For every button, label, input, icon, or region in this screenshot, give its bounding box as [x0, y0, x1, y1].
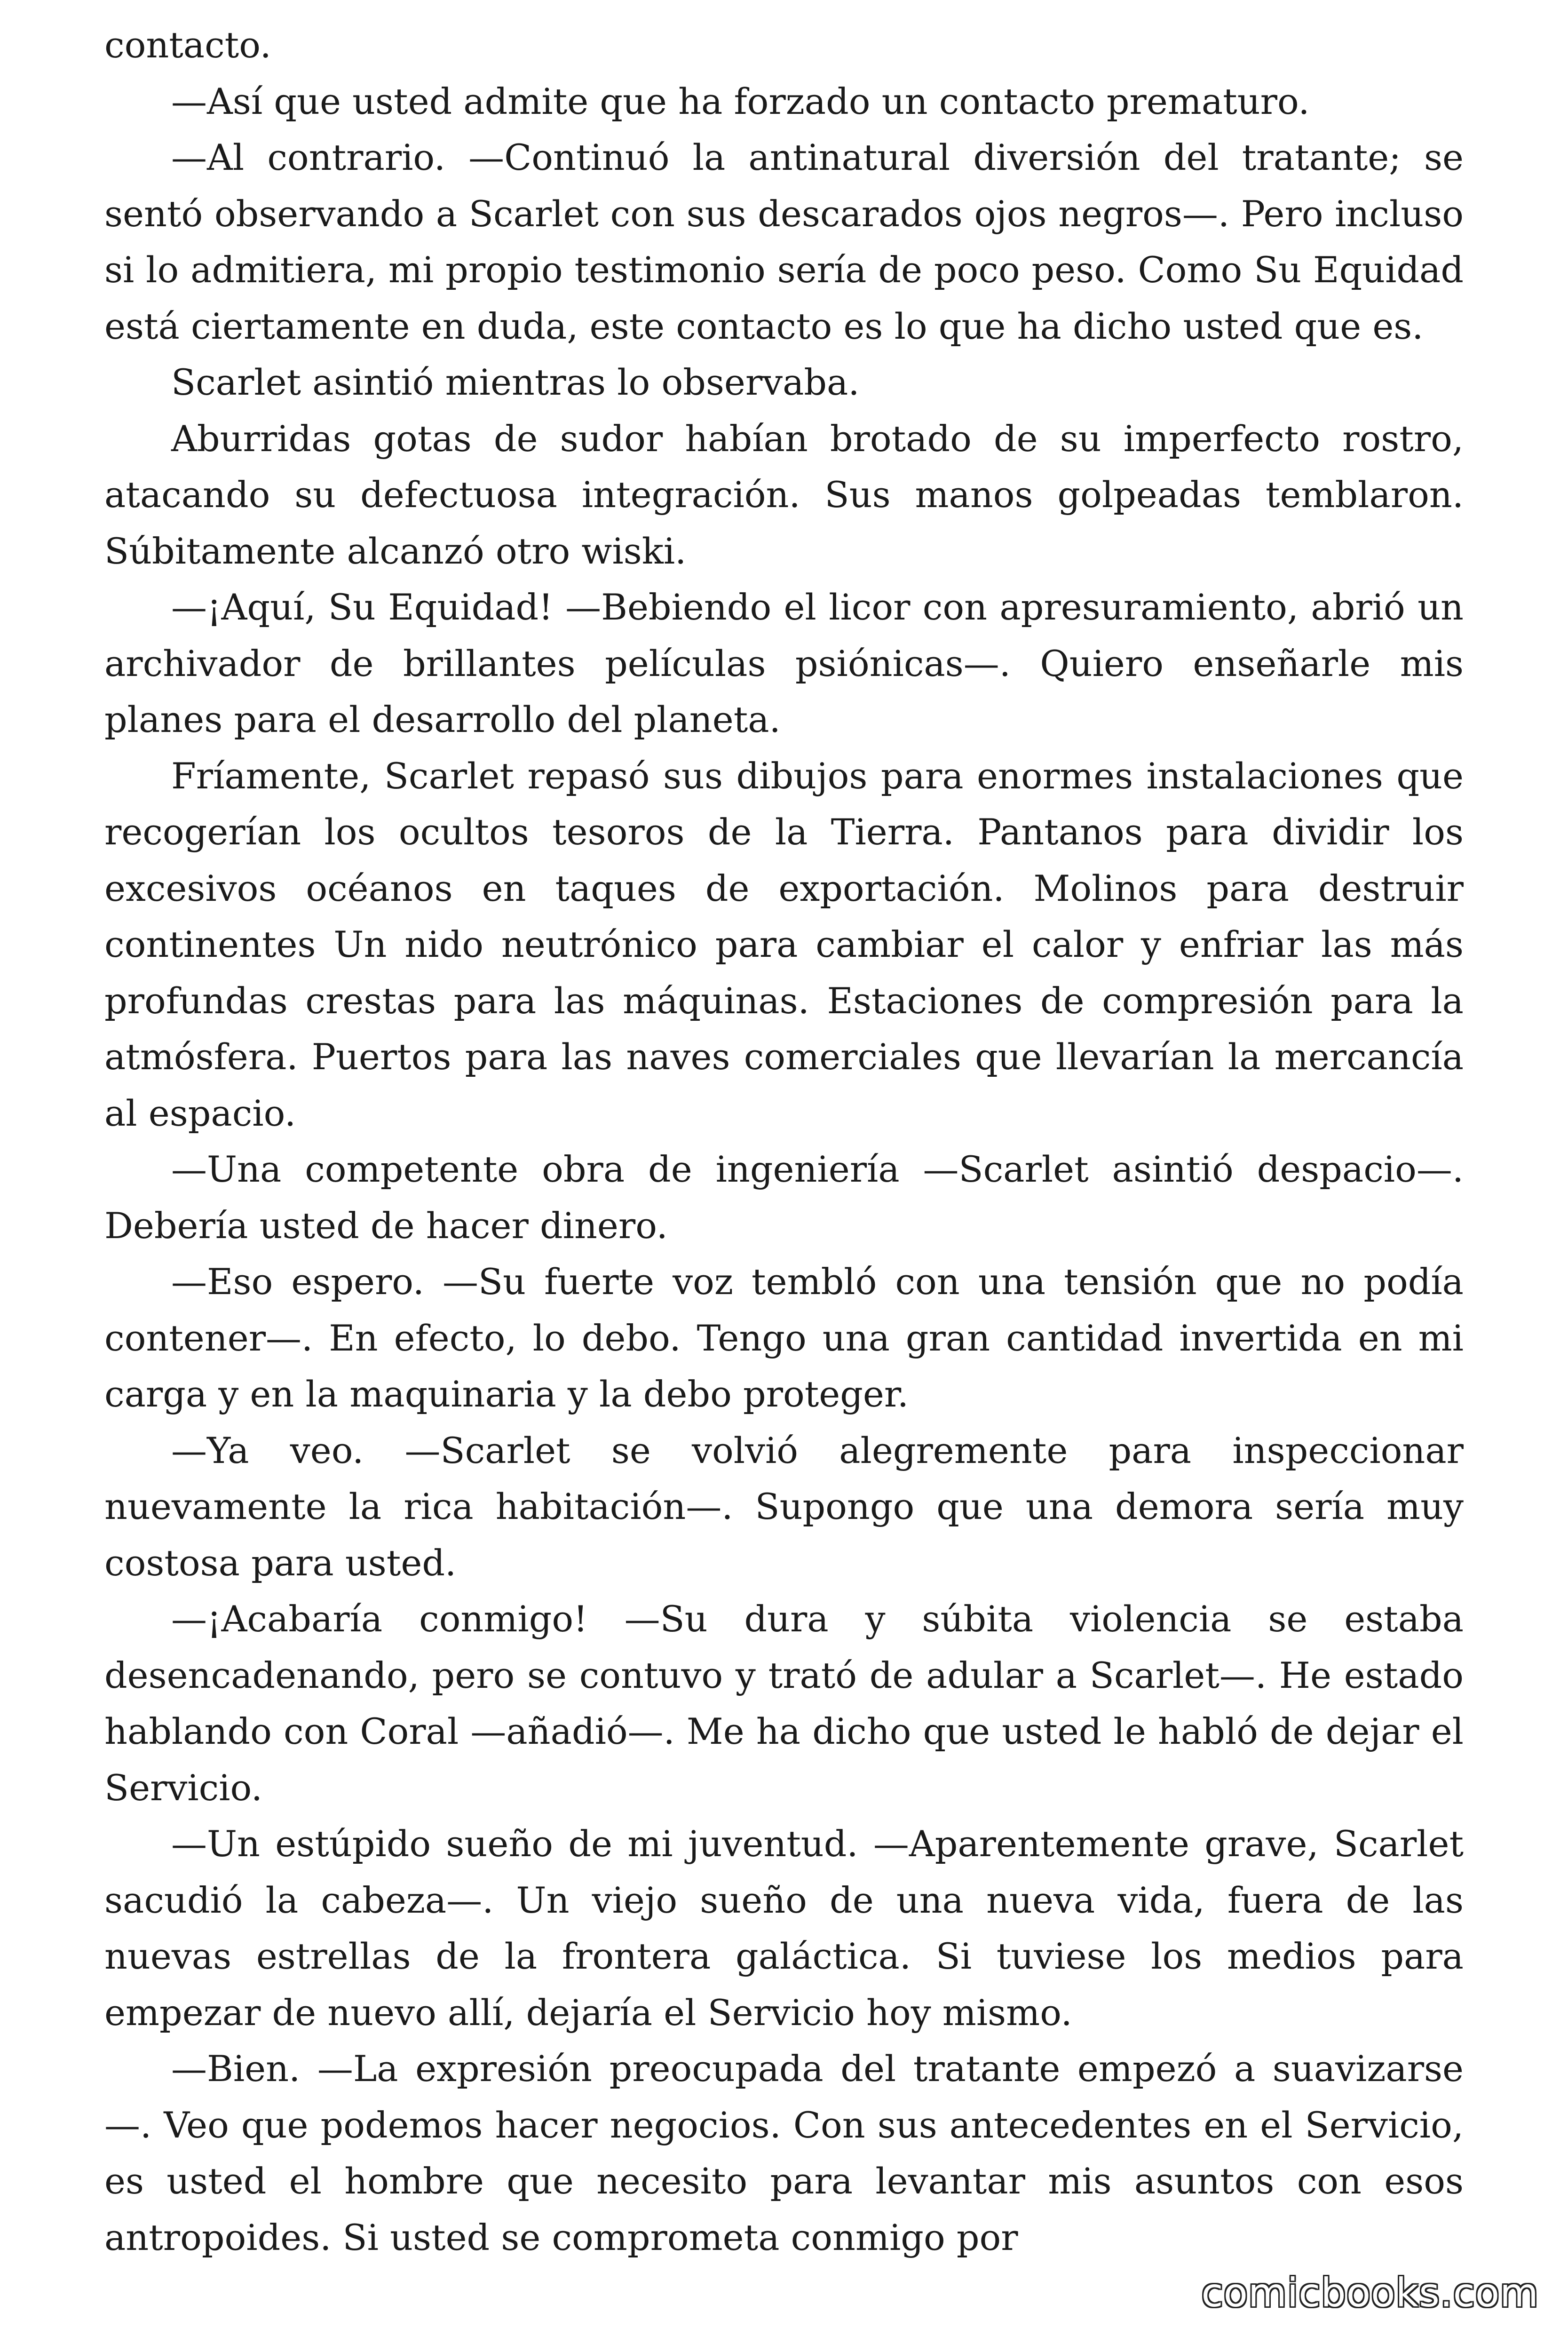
- paragraph: —Ya veo. —Scarlet se volvió alegremente para inspeccionar nuevamente la rica habitación—. Supongo que una demora sería muy costosa para usted.: [104, 1429, 1464, 1584]
- paragraph: —Una competente obra de ingeniería —Scarlet asintió despacio—. Debería usted de hacer dinero.: [104, 1148, 1464, 1247]
- paragraph: —¡Acabaría conmigo! —Su dura y súbita violencia se estaba desencadenando, pero se contuvo y trató de adular a Scarlet—. He estado hablando con Coral —añadió—. Me ha dicho que usted le habló de dejar el Servicio.: [104, 1598, 1464, 1809]
- paragraph: —Eso espero. —Su fuerte voz tembló con una tensión que no podía contener—. En efecto, lo debo. Tengo una gran cantidad invertida en mi carga y en la maquinaria y la debo proteger.: [104, 1261, 1464, 1415]
- book-page-text: [104, 17, 1464, 2265]
- paragraph: Scarlet asintió mientras lo observaba.: [171, 361, 860, 403]
- paragraph: contacto.: [104, 24, 271, 66]
- paragraph: —Un estúpido sueño de mi juventud. —Aparentemente grave, Scarlet sacudió la cabeza—. Un viejo sueño de una nueva vida, fuera de las nuevas estrellas de la frontera galáctica. Si tuviese los medios para empezar de nuevo allí, dejaría el Servicio hoy mismo.: [104, 1823, 1464, 2034]
- paragraph: Aburridas gotas de sudor habían brotado de su imperfecto rostro, atacando su defectuosa integración. Sus manos golpeadas temblaron. Súbitamente alcanzó otro wiski.: [104, 417, 1464, 572]
- paragraph: —Bien. —La expresión preocupada del tratante empezó a suavizarse—. Veo que podemos hacer negocios. Con sus antecedentes en el Servicio, es usted el hombre que necesito para levantar mis asuntos con esos antropoides. Si usted se comprometa conmigo por: [104, 2048, 1464, 2258]
- paragraph: —¡Aquí, Su Equidad! —Bebiendo el licor con apresuramiento, abrió un archivador de brillantes películas psiónicas—. Quiero enseñarle mis planes para el desarrollo del planeta.: [104, 586, 1464, 740]
- paragraph: Fríamente, Scarlet repasó sus dibujos para enormes instalaciones que recogerían los ocultos tesoros de la Tierra. Pantanos para dividir los excesivos océanos en taques de exportación. Molinos para destruir continentes Un nido neutrónico para cambiar el calor y enfriar las más profundas crestas para las máquinas. Estaciones de compresión para la atmósfera. Puertos para las naves comerciales que llevarían la mercancía al espacio.: [104, 755, 1464, 1134]
- paragraph: —Así que usted admite que ha forzado un contacto prematuro.: [171, 80, 1310, 122]
- paragraph: —Al contrario. —Continuó la antinatural diversión del tratante; se sentó observando a Scarlet con sus descarados ojos negros—. Pero incluso si lo admitiera, mi propio testimonio sería de poco peso. Como Su Equidad está ciertamente en duda, este contacto es lo que ha dicho usted que es.: [104, 136, 1464, 347]
- watermark: comicbooks.com: [1201, 2270, 1539, 2316]
